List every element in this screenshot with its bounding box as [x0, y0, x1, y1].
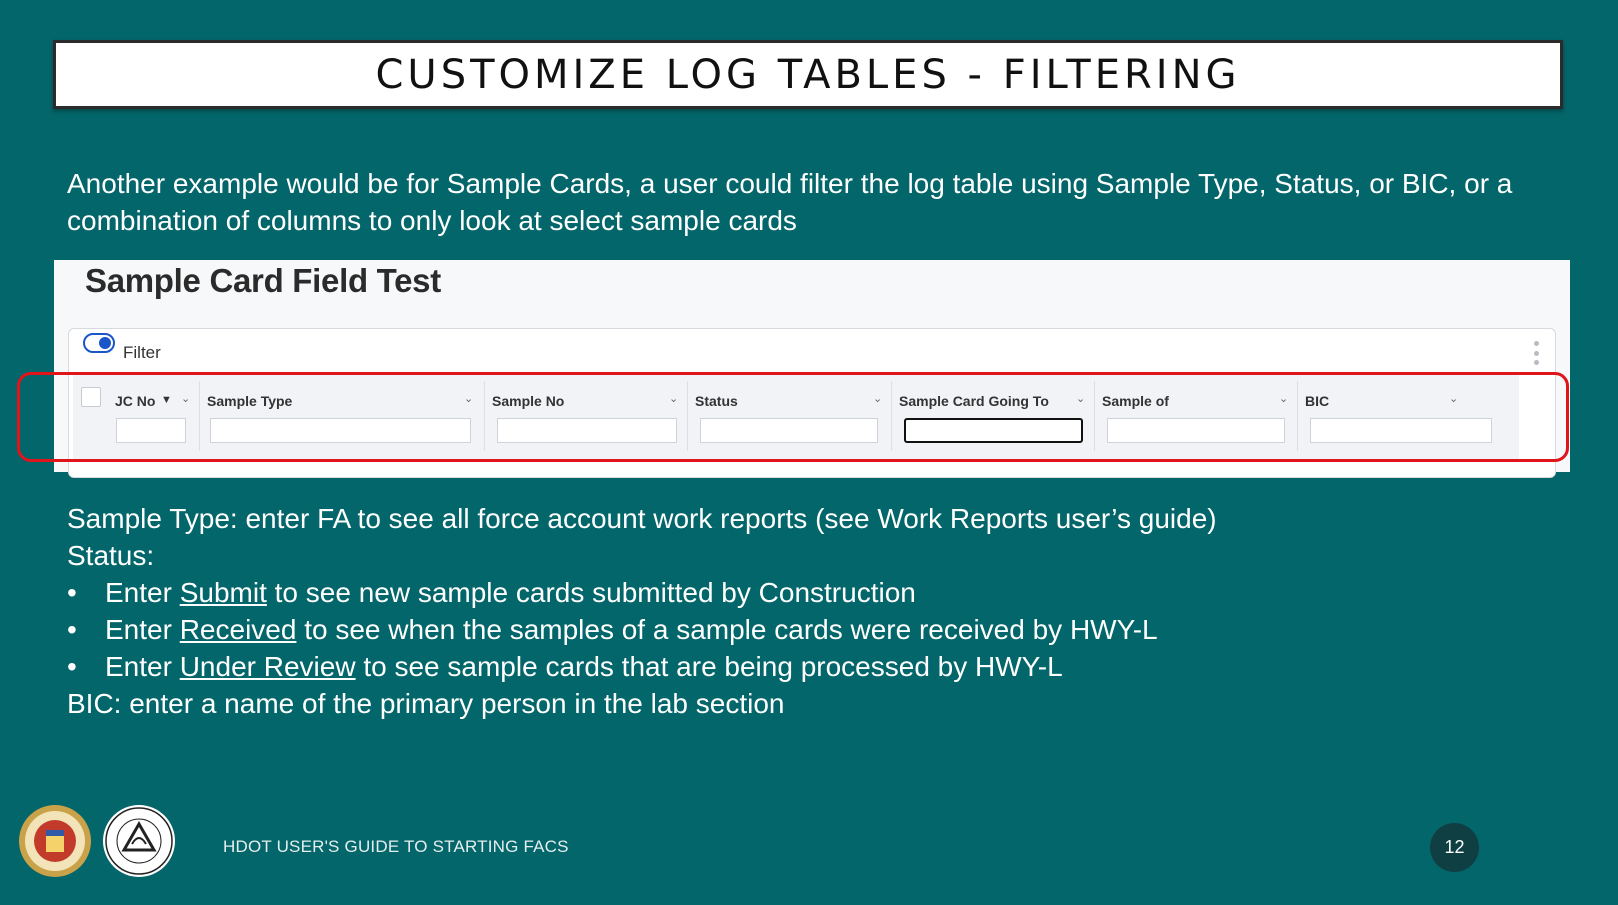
column-separator — [199, 381, 200, 451]
filter-toggle[interactable] — [83, 333, 115, 353]
status-filter-input[interactable] — [700, 418, 878, 443]
state-of-hawaii-seal-icon — [18, 804, 92, 878]
instructions — [67, 500, 1547, 722]
column-sample-type — [199, 375, 484, 459]
filter-header-row — [73, 375, 1519, 459]
more-vertical-icon[interactable] — [1533, 341, 1539, 365]
sample-of-filter-input[interactable] — [1107, 418, 1285, 443]
bullet-text: Enter — [105, 651, 180, 682]
bullet-text: to see new sample cards submitted by Construction — [266, 577, 916, 608]
jc-no-filter-input[interactable] — [116, 418, 186, 443]
log-table-screenshot — [54, 260, 1570, 472]
column-separator — [1094, 381, 1095, 451]
bullet-text: Enter — [105, 577, 180, 608]
column-header-label[interactable]: Sample of — [1102, 393, 1169, 409]
status-keyword: Under Review — [179, 651, 356, 682]
chevron-down-icon[interactable]: ⌄ — [669, 393, 679, 405]
list-item — [67, 611, 1547, 648]
column-sample-card-going-to — [891, 375, 1094, 459]
instruction-bic: BIC: enter a name of the primary person in the lab section — [67, 688, 785, 719]
column-jc-no — [107, 375, 199, 459]
bullet-marker: • — [67, 651, 77, 682]
chevron-down-icon[interactable]: ⌄ — [181, 393, 191, 405]
column-header-label[interactable]: Status — [695, 393, 738, 409]
chevron-down-icon[interactable]: ⌄ — [1076, 393, 1086, 405]
chevron-down-icon[interactable]: ⌄ — [1449, 393, 1459, 405]
page-number: 12 — [1430, 823, 1479, 872]
chevron-down-icon[interactable]: ⌄ — [1279, 393, 1289, 405]
column-sample-no — [484, 375, 687, 459]
select-all-checkbox[interactable] — [81, 387, 101, 407]
bullet-text: Enter — [105, 614, 180, 645]
bullet-text: to see when the samples of a sample cards were received by HWY-L — [296, 614, 1158, 645]
column-separator — [891, 381, 892, 451]
column-header-label[interactable]: JC No — [115, 393, 156, 409]
slide-title: CUSTOMIZE LOG TABLES - FILTERING — [375, 51, 1241, 98]
list-item — [67, 648, 1547, 685]
bic-filter-input[interactable] — [1310, 418, 1492, 443]
page-title: Sample Card Field Test — [85, 262, 441, 299]
column-header-label[interactable]: Sample Card Going To — [899, 393, 1049, 409]
column-separator — [484, 381, 485, 451]
list-item — [67, 574, 1547, 611]
sample-card-going-to-filter-input[interactable] — [904, 418, 1083, 443]
status-keyword: Submit — [179, 577, 267, 608]
column-header-label[interactable]: BIC — [1305, 393, 1330, 409]
footer-text: HDOT USER'S GUIDE TO STARTING FACS — [223, 837, 569, 856]
column-status — [687, 375, 891, 459]
intro-text: Another example would be for Sample Cards, a user could filter the log table using Sample Type, Status, or BIC, or a combination of columns to only look at select sample cards — [67, 168, 1513, 236]
column-separator — [687, 381, 688, 451]
column-bic — [1297, 375, 1502, 459]
bullet-marker: • — [67, 614, 77, 645]
instruction-sample-type: Sample Type: enter FA to see all force account work reports (see Work Reports user’s guide) — [67, 503, 1217, 534]
department-of-transportation-seal-icon — [102, 804, 176, 878]
sample-type-filter-input[interactable] — [210, 418, 471, 443]
chevron-down-icon[interactable]: ⌄ — [873, 393, 883, 405]
bullet-marker: • — [67, 577, 77, 608]
sample-no-filter-input[interactable] — [497, 418, 677, 443]
bullet-text: to see sample cards that are being processed by HWY-L — [355, 651, 1063, 682]
slide-title-box — [53, 40, 1563, 109]
toggle-knob — [99, 337, 111, 349]
filter-label: Filter — [123, 343, 161, 362]
instruction-status: Status: — [67, 540, 155, 571]
chevron-down-icon[interactable]: ⌄ — [464, 393, 474, 405]
column-separator — [1297, 381, 1298, 451]
column-header-label[interactable]: Sample No — [492, 393, 565, 409]
log-table-panel — [68, 328, 1556, 478]
column-sample-of — [1094, 375, 1297, 459]
sort-desc-icon[interactable]: ▼ — [161, 394, 172, 406]
status-keyword: Received — [179, 614, 297, 645]
column-header-label[interactable]: Sample Type — [207, 393, 293, 409]
